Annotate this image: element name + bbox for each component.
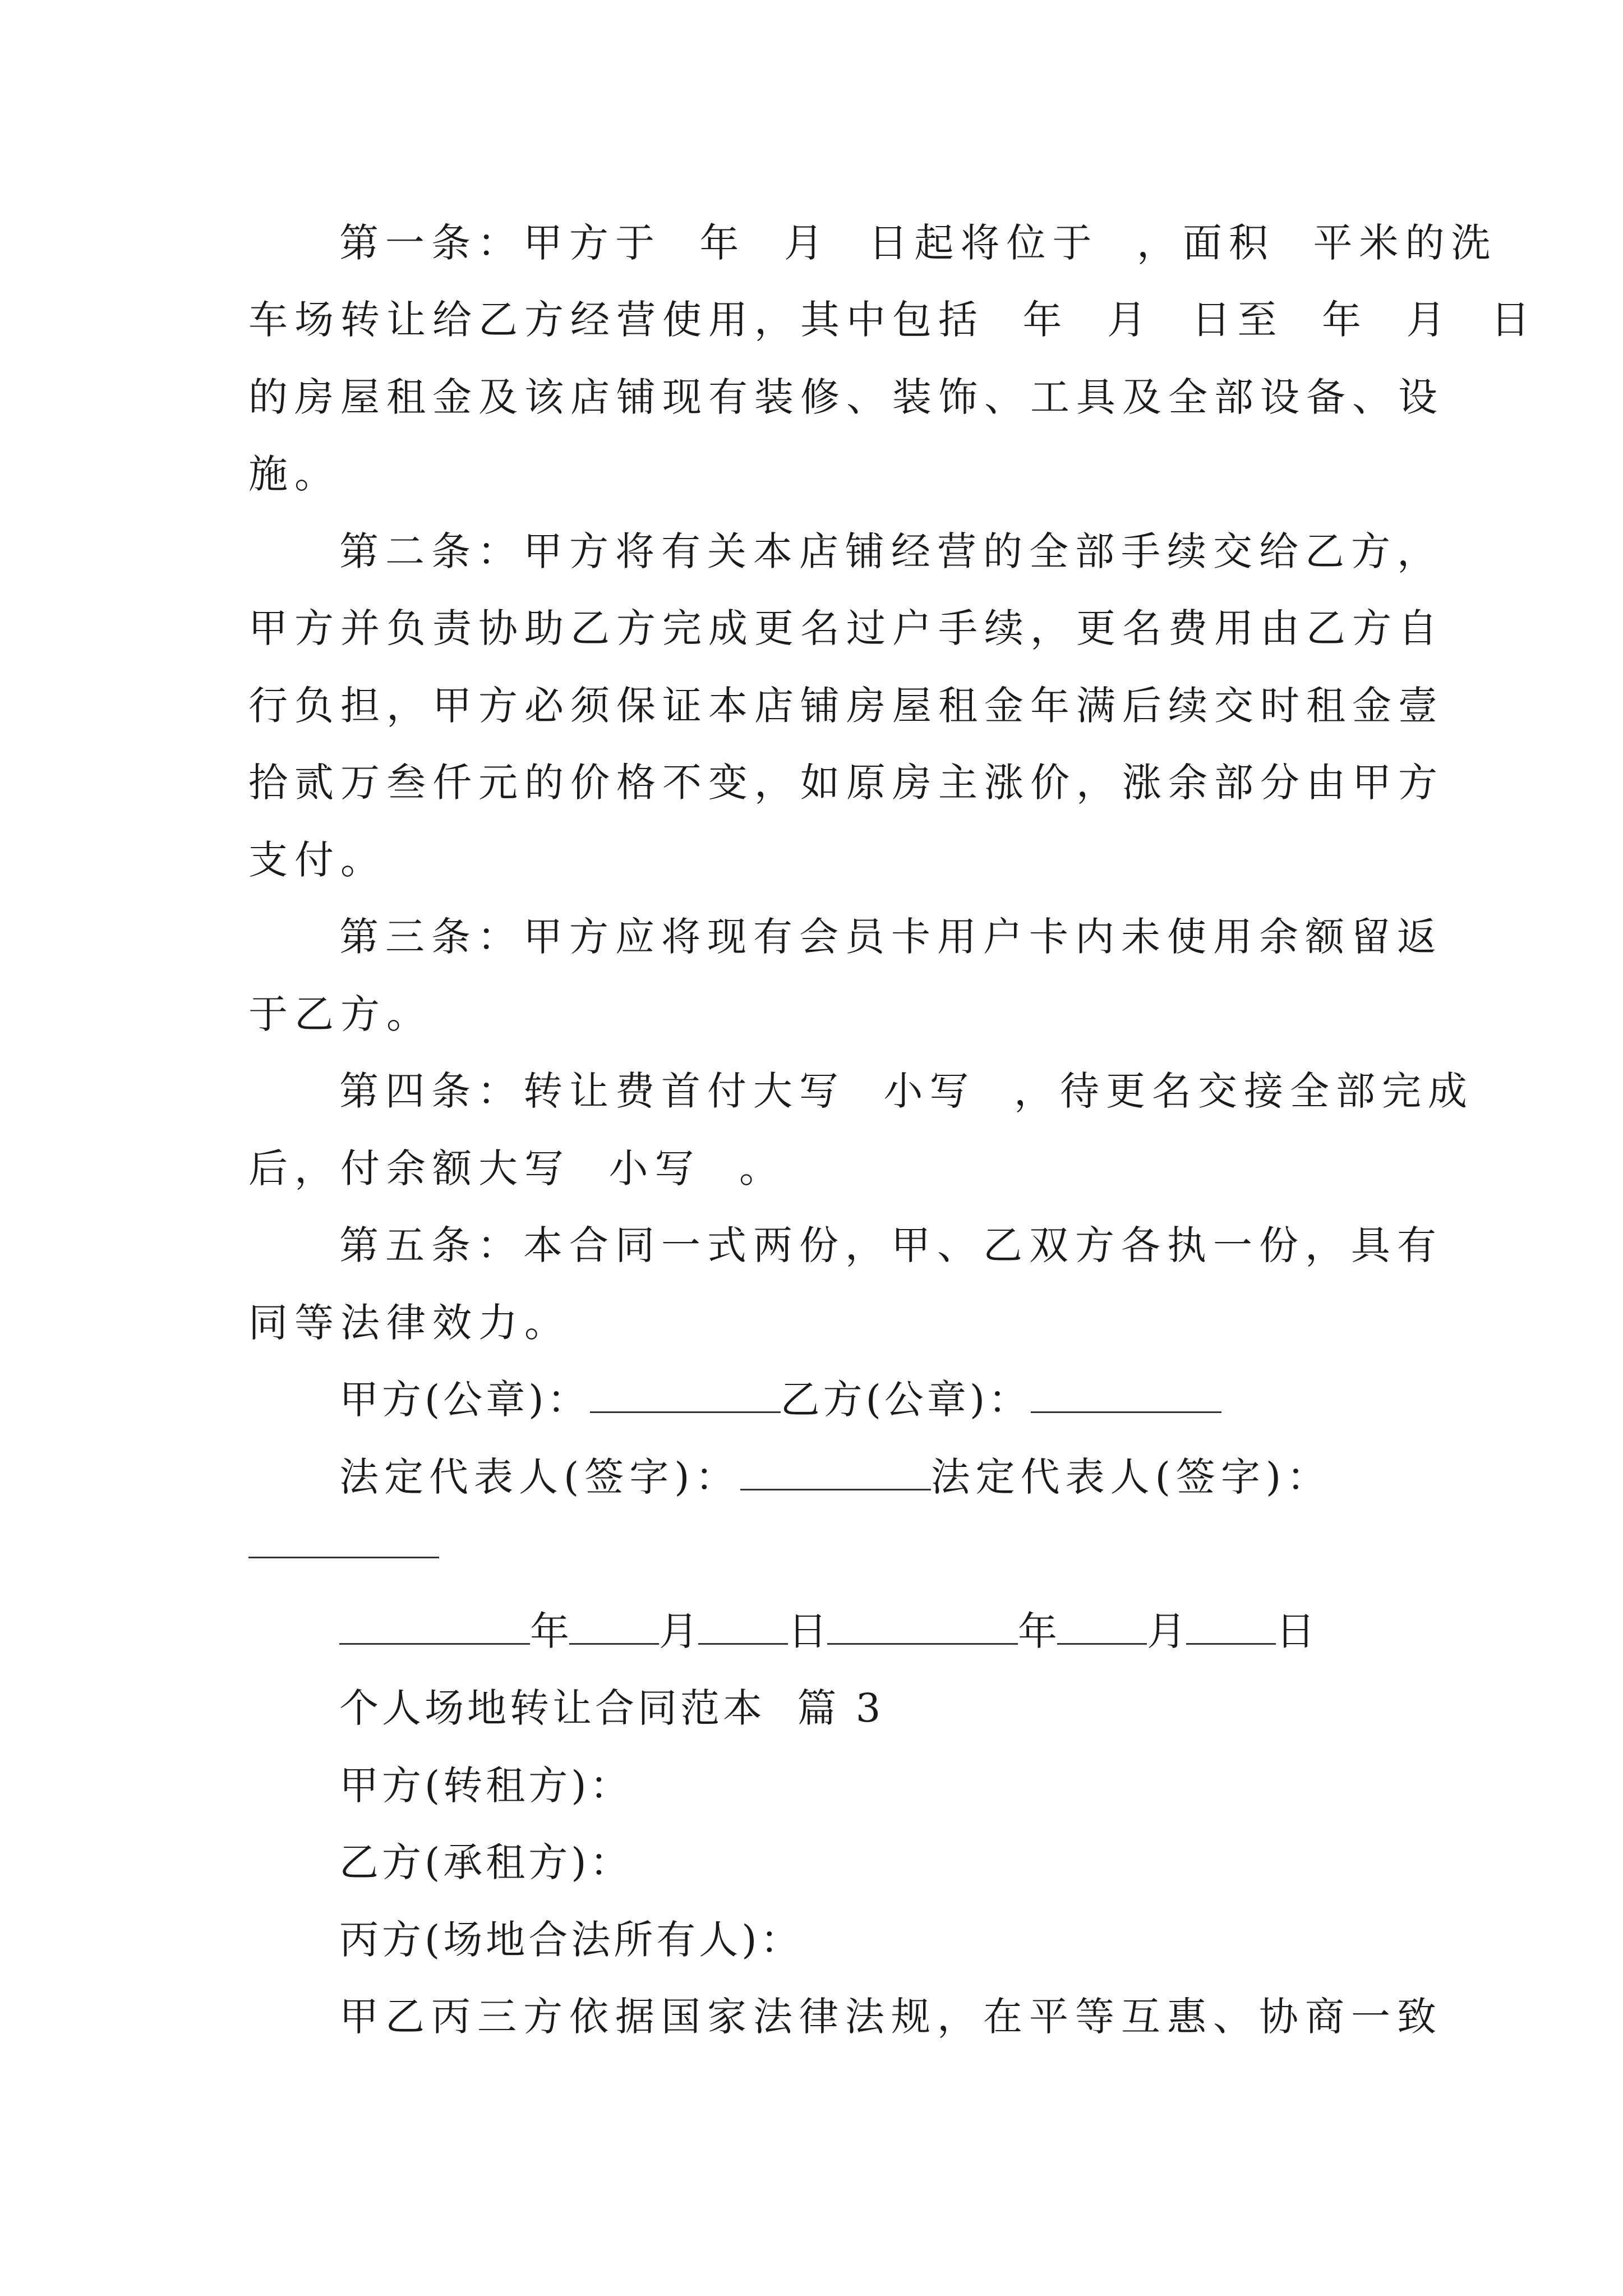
party-b-seal-blank (1031, 1411, 1221, 1413)
date-a-year-unit: 年 (530, 1608, 569, 1654)
date-b-month-blank (1057, 1643, 1147, 1645)
article-2-line-4: 拾贰万叁仟元的价格不变，如原房主涨价，涨余部分由甲方 (248, 760, 1444, 806)
article-1-line-4: 施。 (248, 451, 340, 497)
section-3-heading: 个人场地转让合同范本 篇 3 (339, 1685, 884, 1731)
section-3-intro: 甲乙丙三方依据国家法律法规，在平等互惠、协商一致 (339, 1994, 1443, 2040)
party-a-seal-label: 甲方(公章)： (339, 1377, 590, 1423)
section-3-party-c: 丙方(场地合法所有人)： (339, 1917, 803, 1963)
article-3-line-2: 于乙方。 (248, 991, 432, 1037)
date-b-year-blank (827, 1643, 1018, 1645)
article-5-line-2: 同等法律效力。 (248, 1300, 570, 1346)
section-3-party-b: 乙方(承租方)： (339, 1839, 633, 1885)
article-2-line-2: 甲方并负责协助乙方完成更名过户手续，更名费用由乙方自 (248, 605, 1444, 651)
date-line (339, 1603, 1467, 1659)
article-1-line-3: 的房屋租金及该店铺现有装修、装饰、工具及全部设备、设 (248, 374, 1444, 420)
date-b-month-unit: 月 (1147, 1608, 1186, 1654)
party-b-seal-label: 乙方(公章)： (780, 1377, 1031, 1423)
legal-rep-a-label: 法定代表人(签字)： (339, 1454, 740, 1500)
legal-rep-a-blank (740, 1489, 931, 1490)
date-a-day-unit: 日 (788, 1608, 827, 1654)
article-3-line-1: 第三条：甲方应将现有会员卡用户卡内未使用余额留返 (339, 914, 1443, 960)
article-2-line-1: 第二条：甲方将有关本店铺经营的全部手续交给乙方， (339, 528, 1443, 574)
article-5-line-1: 第五条：本合同一式两份，甲、乙双方各执一份，具有 (339, 1222, 1443, 1268)
article-1-line-1: 第一条：甲方于 年 月 日起将位于 ，面积 平米的洗 (339, 220, 1497, 266)
date-b-day-blank (1186, 1643, 1276, 1645)
article-4-line-2: 后，付余额大写 小写 。 (248, 1145, 786, 1191)
date-a-day-blank (698, 1643, 788, 1645)
legal-rep-line (339, 1449, 1467, 1505)
date-a-month-blank (569, 1643, 659, 1645)
article-1-line-2: 车场转让给乙方经营使用，其中包括 年 月 日至 年 月 日 (248, 297, 1537, 343)
legal-rep-b-label: 法定代表人(签字)： (930, 1454, 1332, 1500)
article-4-line-1: 第四条：转让费首付大写 小写 ，待更名交接全部完成 (339, 1068, 1474, 1114)
party-a-seal-blank (590, 1411, 781, 1413)
article-2-line-3: 行负担，甲方必须保证本店铺房屋租金年满后续交时租金壹 (248, 683, 1444, 729)
date-b-year-unit: 年 (1018, 1608, 1057, 1654)
date-a-month-unit: 月 (659, 1608, 698, 1654)
article-2-line-5: 支付。 (248, 837, 386, 883)
section-3-party-a: 甲方(转租方)： (339, 1763, 633, 1809)
date-b-day-unit: 日 (1276, 1608, 1315, 1654)
legal-rep-b-blank (248, 1557, 439, 1558)
seal-line (339, 1372, 1467, 1428)
date-a-year-blank (339, 1643, 530, 1645)
